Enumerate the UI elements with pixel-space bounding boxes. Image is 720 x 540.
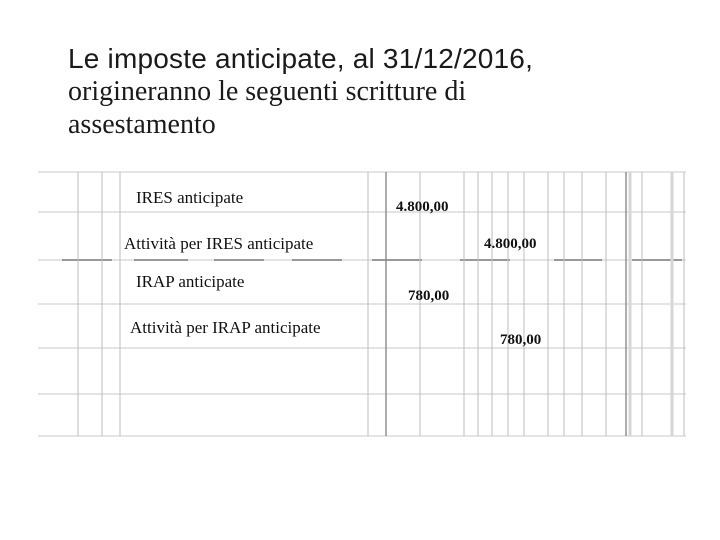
ledger-grid (38, 168, 686, 440)
entry-account-attivita-irap: Attività per IRAP anticipate (130, 318, 321, 337)
journal-ledger (38, 168, 686, 440)
title-line-3: assestamento (68, 109, 216, 140)
entry-debit-ires: 4.800,00 (396, 199, 449, 215)
title-line-1: Le imposte anticipate, al 31/12/2016, (68, 43, 534, 74)
entry-account-irap-anticipate: IRAP anticipate (136, 272, 245, 291)
entry-account-ires-anticipate: IRES anticipate (136, 188, 244, 207)
entry-credit-irap: 780,00 (500, 332, 542, 348)
entry-account-attivita-ires: Attività per IRES anticipate (124, 234, 314, 253)
entry-credit-ires: 4.800,00 (484, 236, 537, 252)
slide-title (68, 42, 688, 141)
entry-debit-irap: 780,00 (408, 288, 450, 304)
title-line-2: origineranno le seguenti scritture di (68, 76, 467, 107)
